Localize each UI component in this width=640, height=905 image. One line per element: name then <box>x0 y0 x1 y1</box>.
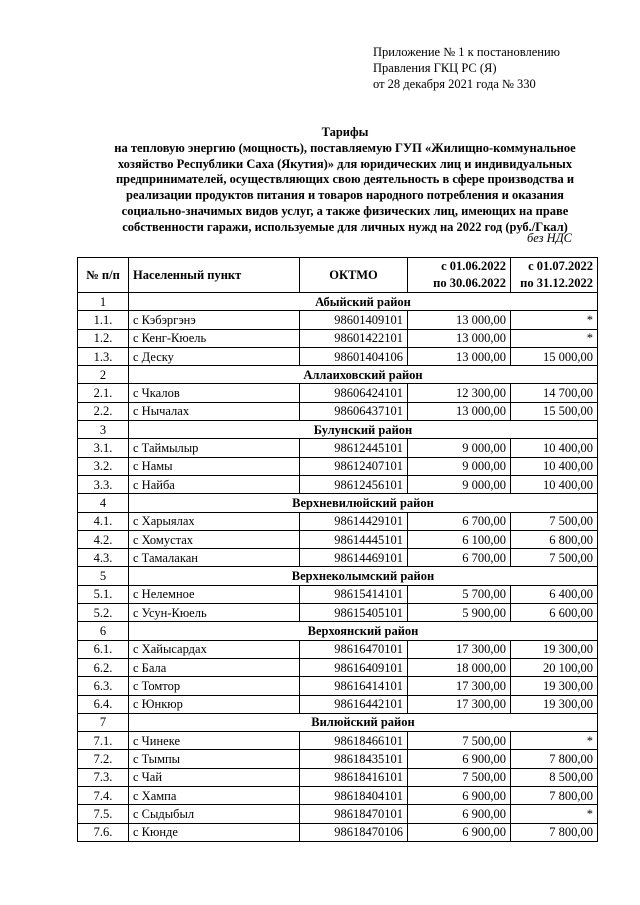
table-row <box>78 347 598 365</box>
settlement-name: с Найба <box>129 475 300 493</box>
oktmo-code: 98614445101 <box>300 530 408 548</box>
tariff-period-2: 10 400,00 <box>511 475 598 493</box>
settlement-name: с Деску <box>129 347 300 365</box>
oktmo-code: 98615414101 <box>300 585 408 603</box>
tariff-period-1: 5 900,00 <box>408 604 511 622</box>
district-number: 3 <box>78 421 129 439</box>
table-row <box>78 402 598 420</box>
document-title <box>70 125 620 236</box>
oktmo-code: 98614469101 <box>300 549 408 567</box>
district-number: 1 <box>78 293 129 311</box>
row-number: 5.1. <box>78 585 129 603</box>
settlement-name: с Юнкюр <box>129 695 300 713</box>
oktmo-code: 98601422101 <box>300 329 408 347</box>
row-number: 1.1. <box>78 311 129 329</box>
row-number: 7.3. <box>78 768 129 786</box>
district-row <box>78 622 598 640</box>
row-number: 4.3. <box>78 549 129 567</box>
row-number: 6.3. <box>78 677 129 695</box>
tariff-period-2: 14 700,00 <box>511 384 598 402</box>
header-period-1 <box>408 258 511 293</box>
header-period-2 <box>511 258 598 293</box>
settlement-name: с Чинеке <box>129 732 300 750</box>
tariff-period-1: 9 000,00 <box>408 475 511 493</box>
tariff-period-1: 6 900,00 <box>408 750 511 768</box>
settlement-name: с Тамалакан <box>129 549 300 567</box>
oktmo-code: 98606424101 <box>300 384 408 402</box>
tariff-period-2: 15 500,00 <box>511 402 598 420</box>
settlement-name: с Сыдыбыл <box>129 805 300 823</box>
row-number: 3.2. <box>78 457 129 475</box>
tariff-period-2: 7 800,00 <box>511 823 598 841</box>
title-line: социально-значимых видов услуг, а также физических лиц, имеющих на праве <box>121 203 569 218</box>
table-row <box>78 549 598 567</box>
settlement-name: с Кэбэргэнэ <box>129 311 300 329</box>
table-row <box>78 732 598 750</box>
settlement-name: с Бала <box>129 658 300 676</box>
tariff-period-2: 7 800,00 <box>511 750 598 768</box>
row-number: 7.2. <box>78 750 129 768</box>
tariff-period-1: 13 000,00 <box>408 402 511 420</box>
oktmo-code: 98618470101 <box>300 805 408 823</box>
title-line: предпринимателей, осуществляющих свою деятельность в сфере производства и <box>115 172 575 187</box>
district-number: 6 <box>78 622 129 640</box>
tariff-period-1: 6 900,00 <box>408 823 511 841</box>
row-number: 4.1. <box>78 512 129 530</box>
table-row <box>78 658 598 676</box>
oktmo-code: 98612445101 <box>300 439 408 457</box>
settlement-name: с Чкалов <box>129 384 300 402</box>
settlement-name: с Чай <box>129 768 300 786</box>
row-number: 1.2. <box>78 329 129 347</box>
table-row <box>78 329 598 347</box>
table-row <box>78 439 598 457</box>
settlement-name: с Таймылыр <box>129 439 300 457</box>
header-period-1-to: по 30.06.2022 <box>433 276 506 290</box>
settlement-name: с Усун-Кюель <box>129 604 300 622</box>
tariff-period-2: 7 500,00 <box>511 512 598 530</box>
settlement-name: с Хайысардах <box>129 640 300 658</box>
tariff-period-1: 13 000,00 <box>408 311 511 329</box>
tariff-period-1: 12 300,00 <box>408 384 511 402</box>
row-number: 3.1. <box>78 439 129 457</box>
table-body <box>78 293 598 842</box>
settlement-name: с Намы <box>129 457 300 475</box>
oktmo-code: 98612407101 <box>300 457 408 475</box>
tariff-period-1: 6 900,00 <box>408 805 511 823</box>
oktmo-code: 98601409101 <box>300 311 408 329</box>
title-line: хозяйство Республики Саха (Якутия)» для юридических лиц и индивидуальных <box>117 156 573 171</box>
tariff-period-2: 15 000,00 <box>511 347 598 365</box>
tariff-period-1: 17 300,00 <box>408 677 511 695</box>
oktmo-code: 98618404101 <box>300 787 408 805</box>
table-row <box>78 695 598 713</box>
tariff-period-1: 5 700,00 <box>408 585 511 603</box>
settlement-name: с Кенг-Кюель <box>129 329 300 347</box>
tariff-period-2: 19 300,00 <box>511 677 598 695</box>
oktmo-code: 98616470101 <box>300 640 408 658</box>
row-number: 5.2. <box>78 604 129 622</box>
header-period-2-from: с 01.07.2022 <box>528 259 593 273</box>
settlement-name: с Кюнде <box>129 823 300 841</box>
district-name: Аллаиховский район <box>129 366 598 384</box>
oktmo-code: 98618435101 <box>300 750 408 768</box>
row-number: 7.4. <box>78 787 129 805</box>
tariff-period-1: 6 100,00 <box>408 530 511 548</box>
district-row <box>78 421 598 439</box>
tariff-period-2: 8 500,00 <box>511 768 598 786</box>
tariff-period-1: 17 300,00 <box>408 640 511 658</box>
row-number: 7.1. <box>78 732 129 750</box>
oktmo-code: 98616409101 <box>300 658 408 676</box>
appendix-line: Приложение № 1 к постановлению <box>373 45 560 59</box>
tariff-period-2: 10 400,00 <box>511 439 598 457</box>
table-row <box>78 677 598 695</box>
district-name: Верхневилюйский район <box>129 494 598 512</box>
tariff-period-1: 6 700,00 <box>408 512 511 530</box>
settlement-name: с Тымпы <box>129 750 300 768</box>
appendix-line: от 28 декабря 2021 года № 330 <box>373 77 536 91</box>
tariff-period-1: 18 000,00 <box>408 658 511 676</box>
tariff-period-2: 20 100,00 <box>511 658 598 676</box>
tariff-period-2: 19 300,00 <box>511 695 598 713</box>
header-oktmo: ОКТМО <box>300 258 408 293</box>
row-number: 6.1. <box>78 640 129 658</box>
table-header-row <box>78 258 598 293</box>
tariff-period-1: 9 000,00 <box>408 439 511 457</box>
table-row <box>78 311 598 329</box>
oktmo-code: 98618470106 <box>300 823 408 841</box>
district-number: 5 <box>78 567 129 585</box>
settlement-name: с Нычалах <box>129 402 300 420</box>
oktmo-code: 98615405101 <box>300 604 408 622</box>
district-row <box>78 494 598 512</box>
tariff-period-1: 7 500,00 <box>408 732 511 750</box>
tariff-period-2: * <box>511 329 598 347</box>
tariff-period-1: 17 300,00 <box>408 695 511 713</box>
tariff-period-2: * <box>511 311 598 329</box>
table-row <box>78 585 598 603</box>
table-row <box>78 384 598 402</box>
table-row <box>78 787 598 805</box>
table-row <box>78 823 598 841</box>
district-row <box>78 293 598 311</box>
header-period-1-from: с 01.06.2022 <box>441 259 506 273</box>
oktmo-code: 98616442101 <box>300 695 408 713</box>
row-number: 7.5. <box>78 805 129 823</box>
oktmo-code: 98606437101 <box>300 402 408 420</box>
tariff-period-2: 7 500,00 <box>511 549 598 567</box>
settlement-name: с Томтор <box>129 677 300 695</box>
district-number: 7 <box>78 713 129 731</box>
title-line: собственности гаражи, используемые для личных нужд на 2022 год (руб./Гкал) <box>122 219 568 234</box>
row-number: 7.6. <box>78 823 129 841</box>
header-period-2-to: по 31.12.2022 <box>520 276 593 290</box>
district-name: Вилюйский район <box>129 713 598 731</box>
settlement-name: с Харыялах <box>129 512 300 530</box>
tariff-period-2: 6 400,00 <box>511 585 598 603</box>
settlement-name: с Нелемное <box>129 585 300 603</box>
tariff-period-1: 7 500,00 <box>408 768 511 786</box>
tariff-period-1: 6 900,00 <box>408 787 511 805</box>
row-number: 1.3. <box>78 347 129 365</box>
table-row <box>78 457 598 475</box>
district-name: Верхоянский район <box>129 622 598 640</box>
oktmo-code: 98601404106 <box>300 347 408 365</box>
table-row <box>78 512 598 530</box>
district-name: Верхнеколымский район <box>129 567 598 585</box>
tariff-period-2: 7 800,00 <box>511 787 598 805</box>
title-heading: Тарифы <box>321 125 369 139</box>
tariff-period-2: * <box>511 805 598 823</box>
district-number: 2 <box>78 366 129 384</box>
district-row <box>78 713 598 731</box>
row-number: 2.1. <box>78 384 129 402</box>
district-row <box>78 366 598 384</box>
district-row <box>78 567 598 585</box>
tariff-period-1: 13 000,00 <box>408 329 511 347</box>
header-num: № п/п <box>78 258 129 293</box>
tariff-table <box>77 257 598 842</box>
settlement-name: с Хампа <box>129 787 300 805</box>
row-number: 3.3. <box>78 475 129 493</box>
tariff-period-2: 10 400,00 <box>511 457 598 475</box>
title-line: реализации продуктов питания и товаров народного потребления и оказания <box>126 188 564 203</box>
row-number: 2.2. <box>78 402 129 420</box>
oktmo-code: 98612456101 <box>300 475 408 493</box>
tariff-period-1: 6 700,00 <box>408 549 511 567</box>
title-line: на тепловую энергию (мощность), поставляемую ГУП «Жилищно-коммунальное <box>114 140 576 155</box>
vat-note: без НДС <box>527 231 572 245</box>
tariff-period-1: 13 000,00 <box>408 347 511 365</box>
table-row <box>78 640 598 658</box>
table-row <box>78 750 598 768</box>
tariff-period-2: 19 300,00 <box>511 640 598 658</box>
district-name: Булунский район <box>129 421 598 439</box>
table-row <box>78 768 598 786</box>
district-number: 4 <box>78 494 129 512</box>
oktmo-code: 98618416101 <box>300 768 408 786</box>
appendix-note <box>373 44 560 92</box>
oktmo-code: 98614429101 <box>300 512 408 530</box>
header-settlement: Населенный пункт <box>129 258 300 293</box>
table-row <box>78 805 598 823</box>
oktmo-code: 98616414101 <box>300 677 408 695</box>
tariff-period-2: 6 800,00 <box>511 530 598 548</box>
table-row <box>78 604 598 622</box>
tariff-period-2: 6 600,00 <box>511 604 598 622</box>
table-row <box>78 475 598 493</box>
row-number: 6.4. <box>78 695 129 713</box>
district-name: Абыйский район <box>129 293 598 311</box>
tariff-period-2: * <box>511 732 598 750</box>
settlement-name: с Хомустах <box>129 530 300 548</box>
oktmo-code: 98618466101 <box>300 732 408 750</box>
table-row <box>78 530 598 548</box>
row-number: 4.2. <box>78 530 129 548</box>
row-number: 6.2. <box>78 658 129 676</box>
appendix-line: Правления ГКЦ РС (Я) <box>373 61 497 75</box>
tariff-period-1: 9 000,00 <box>408 457 511 475</box>
